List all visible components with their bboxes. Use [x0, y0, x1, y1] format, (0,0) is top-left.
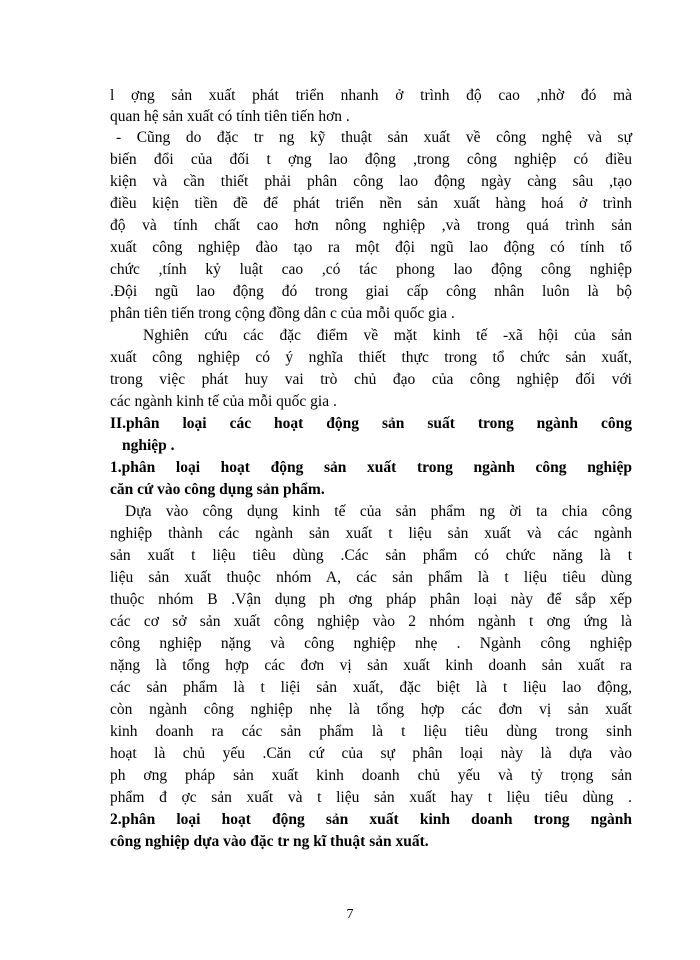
- paragraph-first-line: Dựa vào công dụng kinh tế của sản phẩm ng ời ta chia công: [125, 503, 632, 520]
- bullet-line: - Cũng do đặc tr ng kỹ thuật sản xuất về công nghệ và sự: [116, 129, 632, 146]
- body-line: .Đội ngũ lao động đó trong giai cấp công nhân luôn là bộ: [110, 283, 632, 300]
- body-line: thuộc nhóm B .Vận dụng ph ơng pháp phân loại này để sắp xếp: [110, 591, 632, 608]
- subsection-heading-cont: căn cứ vào công dụng sản phẩm.: [110, 481, 325, 498]
- page-number: 7: [346, 907, 354, 922]
- body-line: sản xuất t liệu tiêu dùng .Các sản phẩm có chức năng là t: [110, 547, 632, 564]
- body-line: kiện và cần thiết phải phân công lao động ngày càng sâu ,tạo: [110, 173, 632, 190]
- body-line: kinh doanh ra các sản phẩm là t liệu tiêu dùng trong sinh: [110, 723, 632, 740]
- body-line: điều kiện tiền đề để phát triển nền sản xuất hàng hoá ở trình: [110, 195, 632, 212]
- body-line: liệu sản xuất thuộc nhóm A, các sản phẩm là t liệu tiêu dùng: [110, 569, 632, 586]
- body-line: xuất công nghiệp đào tạo ra một đội ngũ lao động có tính tổ: [110, 239, 632, 256]
- body-line: trong việc phát huy vai trò chủ đạo của công nghiệp đối với: [110, 371, 632, 388]
- body-line: các sản phẩm là t liệi sản xuất, đặc biệt là t liệu lao động,: [110, 679, 632, 696]
- subsection-heading: 1.phân loại hoạt động sản xuất trong ngành công nghiệp: [110, 459, 632, 476]
- subsection-heading: 2.phân loại hoạt động sản xuất kinh doanh trong ngành: [110, 811, 632, 828]
- body-line: còn ngành công nghiệp nhẹ là tổng hợp các đơn vị sản xuất: [110, 701, 632, 718]
- body-line: các cơ sở sản xuất công nghiệp vào 2 nhóm ngành t ơng ứng là: [110, 613, 632, 630]
- body-line: độ và tính chất cao hơn nông nghiệp ,và trong quá trình sản: [110, 217, 632, 234]
- body-line: hoạt là chủ yếu .Căn cứ của sự phân loại này là dựa vào: [110, 745, 632, 762]
- body-line: ph ơng pháp sản xuất kinh doanh chủ yếu và tỷ trọng sản: [110, 767, 632, 784]
- body-line: công nghiệp nặng và công nghiệp nhẹ . Ngành công nghiệp: [110, 635, 632, 652]
- subsection-heading-cont: công nghiệp dựa vào đặc tr ng kĩ thuật sản xuất.: [110, 833, 429, 850]
- body-line: nặng là tổng hợp các đơn vị sản xuất kinh doanh sản xuất ra: [110, 657, 632, 674]
- section-heading-cont: nghiệp .: [122, 437, 175, 454]
- body-line: biến đổi của đối t ợng lao động ,trong công nghiệp có điều: [110, 151, 632, 168]
- section-heading: II.phân loại các hoạt động sản suất trong ngành công: [110, 415, 632, 432]
- body-line: xuất công nghiệp có ý nghĩa thiết thực trong tổ chức sản xuất,: [110, 349, 632, 366]
- body-line: l ợng sản xuất phát triển nhanh ở trình độ cao ,nhờ đó mà: [110, 87, 632, 104]
- body-line: quan hệ sản xuất có tính tiên tiến hơn .: [110, 108, 350, 125]
- body-line: phẩm đ ợc sản xuất và t liệu sản xuất hay t liệu tiêu dùng .: [110, 789, 632, 806]
- body-line: nghiệp thành các ngành sản xuất t liệu sản xuất và các ngành: [110, 525, 632, 542]
- body-line: phân tiên tiến trong cộng đồng dân c của mỗi quốc gia .: [110, 305, 455, 322]
- body-line: các ngành kinh tế của mỗi quốc gia .: [110, 393, 337, 410]
- body-line: chức ,tính kỷ luật cao ,có tác phong lao động công nghiệp: [110, 261, 632, 278]
- paragraph-first-line: Nghiên cứu các đặc điểm về mặt kinh tế -xã hội của sản: [143, 327, 632, 344]
